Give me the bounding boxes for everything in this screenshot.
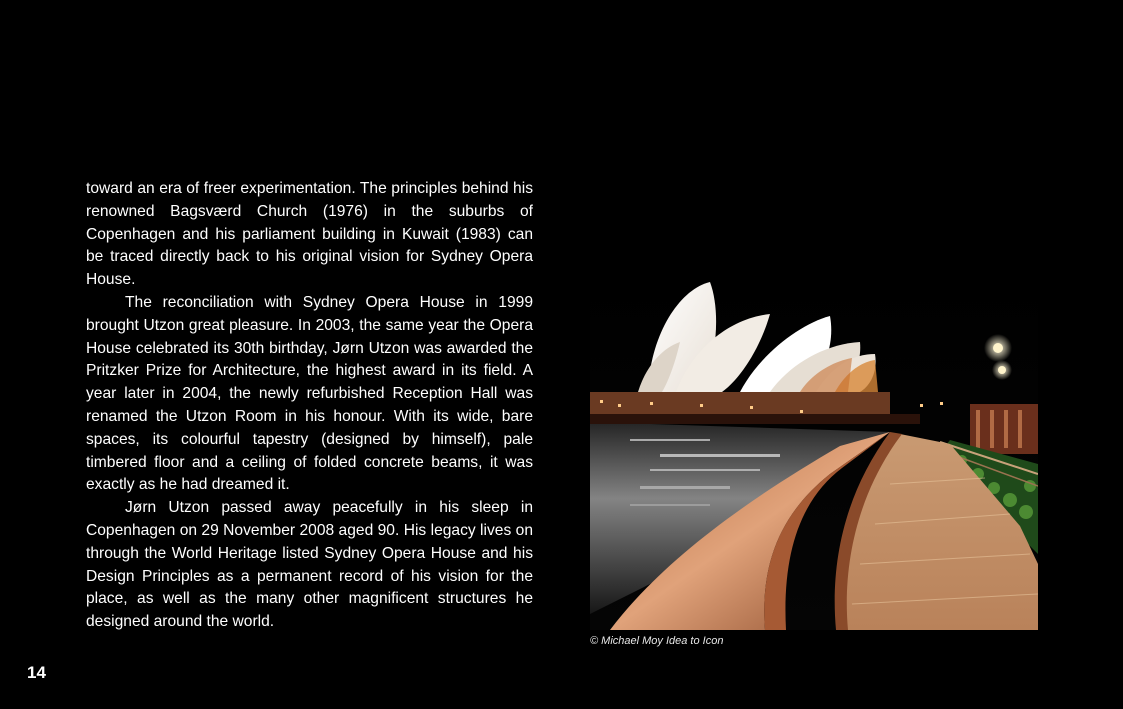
body-paragraph: The reconciliation with Sydney Opera House in 1999 brought Utzon great pleasure. In 2003, the same year the Opera House celebrated its 30th birthday, Jørn Utzon was awarded the Pritzker Prize for Architecture, the highest award in its field. A year later in 2004, the newly refurbished Reception Hall was renamed the Utzon Room in his honour. With its wide, bare spaces, its colourful tapestry (designed by himself), pale timbered floor and a ceiling of folded concrete beams, it was exactly as he had dreamed it. (86, 293, 533, 494)
body-text-column (86, 178, 533, 634)
opera-house-podium (590, 392, 890, 414)
opera-house-photo (590, 264, 1038, 630)
body-paragraph: toward an era of freer experimentation. The principles behind his renowned Bagsværd Church (1976) in the suburbs of Copenhagen and his parliament building in Kuwait (1983) can be traced directly back to his original vision for Sydney Opera House. (86, 180, 533, 289)
body-paragraph: Jørn Utzon passed away peacefully in his sleep in Copenhagen on 29 November 2008 aged 90. His legacy lives on through the World Heritage listed Sydney Opera House and his Design Principles as a permanent record of his vision for the place, as well as the many other magnificent structures he designed around the world. (86, 499, 533, 631)
photo-credit: © Michael Moy Idea to Icon (590, 635, 724, 647)
page-number: 14 (27, 663, 46, 682)
